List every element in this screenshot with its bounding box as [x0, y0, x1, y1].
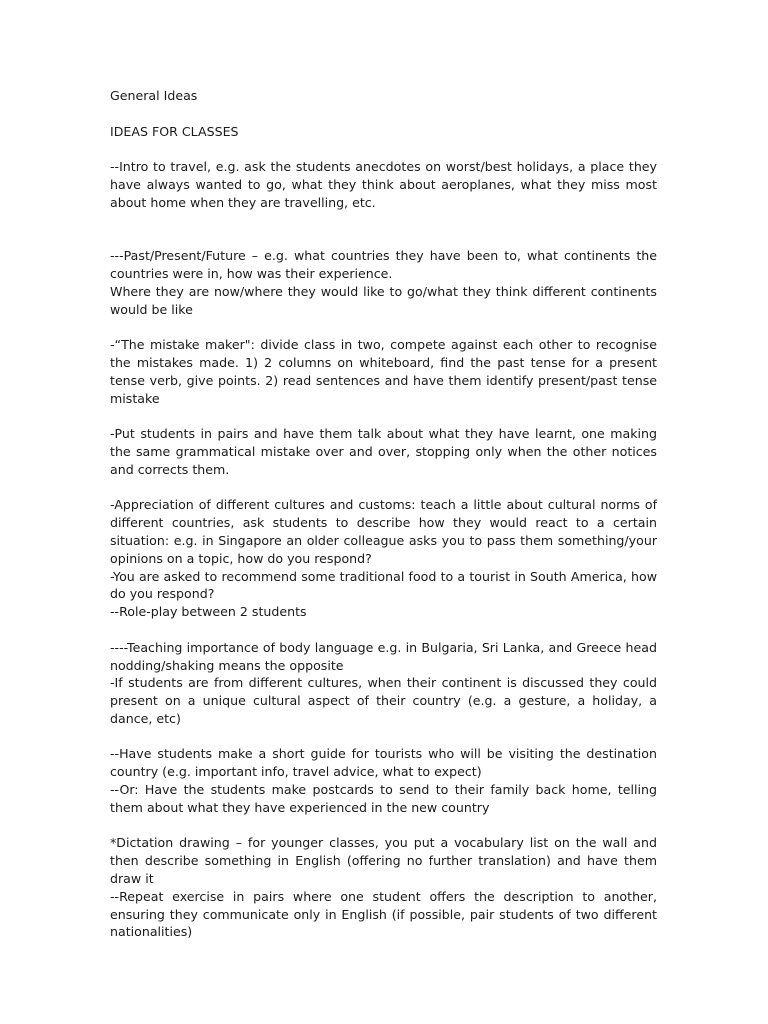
paragraph-repeat-exercise: --Repeat exercise in pairs where one student offers the description to another, ensuring they communicate only in English (if possible, pair students of two different nationalities) — [110, 888, 657, 940]
paragraph-tourist-guide: --Have students make a short guide for tourists who will be visiting the destination country (e.g. important info, travel advice, what to expect) — [110, 746, 657, 780]
document-body — [110, 87, 657, 941]
paragraph-role-play: --Role-play between 2 students — [110, 604, 307, 620]
paragraph-where-they-are-now: Where they are now/where they would like to go/what they think different continents would be like — [110, 283, 657, 317]
paragraph-cultural-aspect: -If students are from different cultures, when their continent is discussed they could present on a unique cultural aspect of their country (e.g. a gesture, a holiday, a dance, etc) — [110, 675, 657, 726]
paragraph-past-present-future: ---Past/Present/Future – e.g. what countries they have been to, what continents the countries were in, how was their experience. — [110, 248, 657, 281]
paragraph-cultures-customs: -Appreciation of different cultures and customs: teach a little about cultural norms of different countries, ask students to describe how they would react to a certain situation: e.g. in Singapore an older colleague asks you to pass them something/your opinions on a topic, how do you respond? — [110, 497, 657, 566]
paragraph-body-language: ----Teaching importance of body language e.g. in Bulgaria, Sri Lanka, and Greece head nodding/shaking means the opposite — [110, 639, 657, 673]
paragraph-mistake-maker: -“The mistake maker": divide class in two, compete against each other to recognise the mistakes made. 1) 2 columns on whiteboard, find the past tense for a present tense verb, give points. 2) read sentences and have them identify present/past tense mistake — [110, 337, 657, 406]
paragraph-postcards: --Or: Have the students make postcards to send to their family back home, telling them about what they have experienced in the new country — [110, 782, 657, 815]
paragraph-intro-to-travel: --Intro to travel, e.g. ask the students anecdotes on worst/best holidays, a place they have always wanted to go, what they think about aeroplanes, what they miss most about home when they are travelling, etc. — [110, 159, 657, 210]
document-title: General Ideas — [110, 88, 198, 103]
paragraph-traditional-food: -You are asked to recommend some traditional food to a tourist in South America, how do you respond? — [110, 568, 657, 602]
section-heading: IDEAS FOR CLASSES — [110, 123, 239, 139]
paragraph-pairs-grammar: -Put students in pairs and have them talk about what they have learnt, one making the same grammatical mistake over and over, stopping only when the other notices and corrects them. — [110, 426, 657, 477]
paragraph-dictation-drawing: *Dictation drawing – for younger classes, you put a vocabulary list on the wall and then describe something in English (offering no further translation) and have them draw it — [110, 835, 657, 887]
